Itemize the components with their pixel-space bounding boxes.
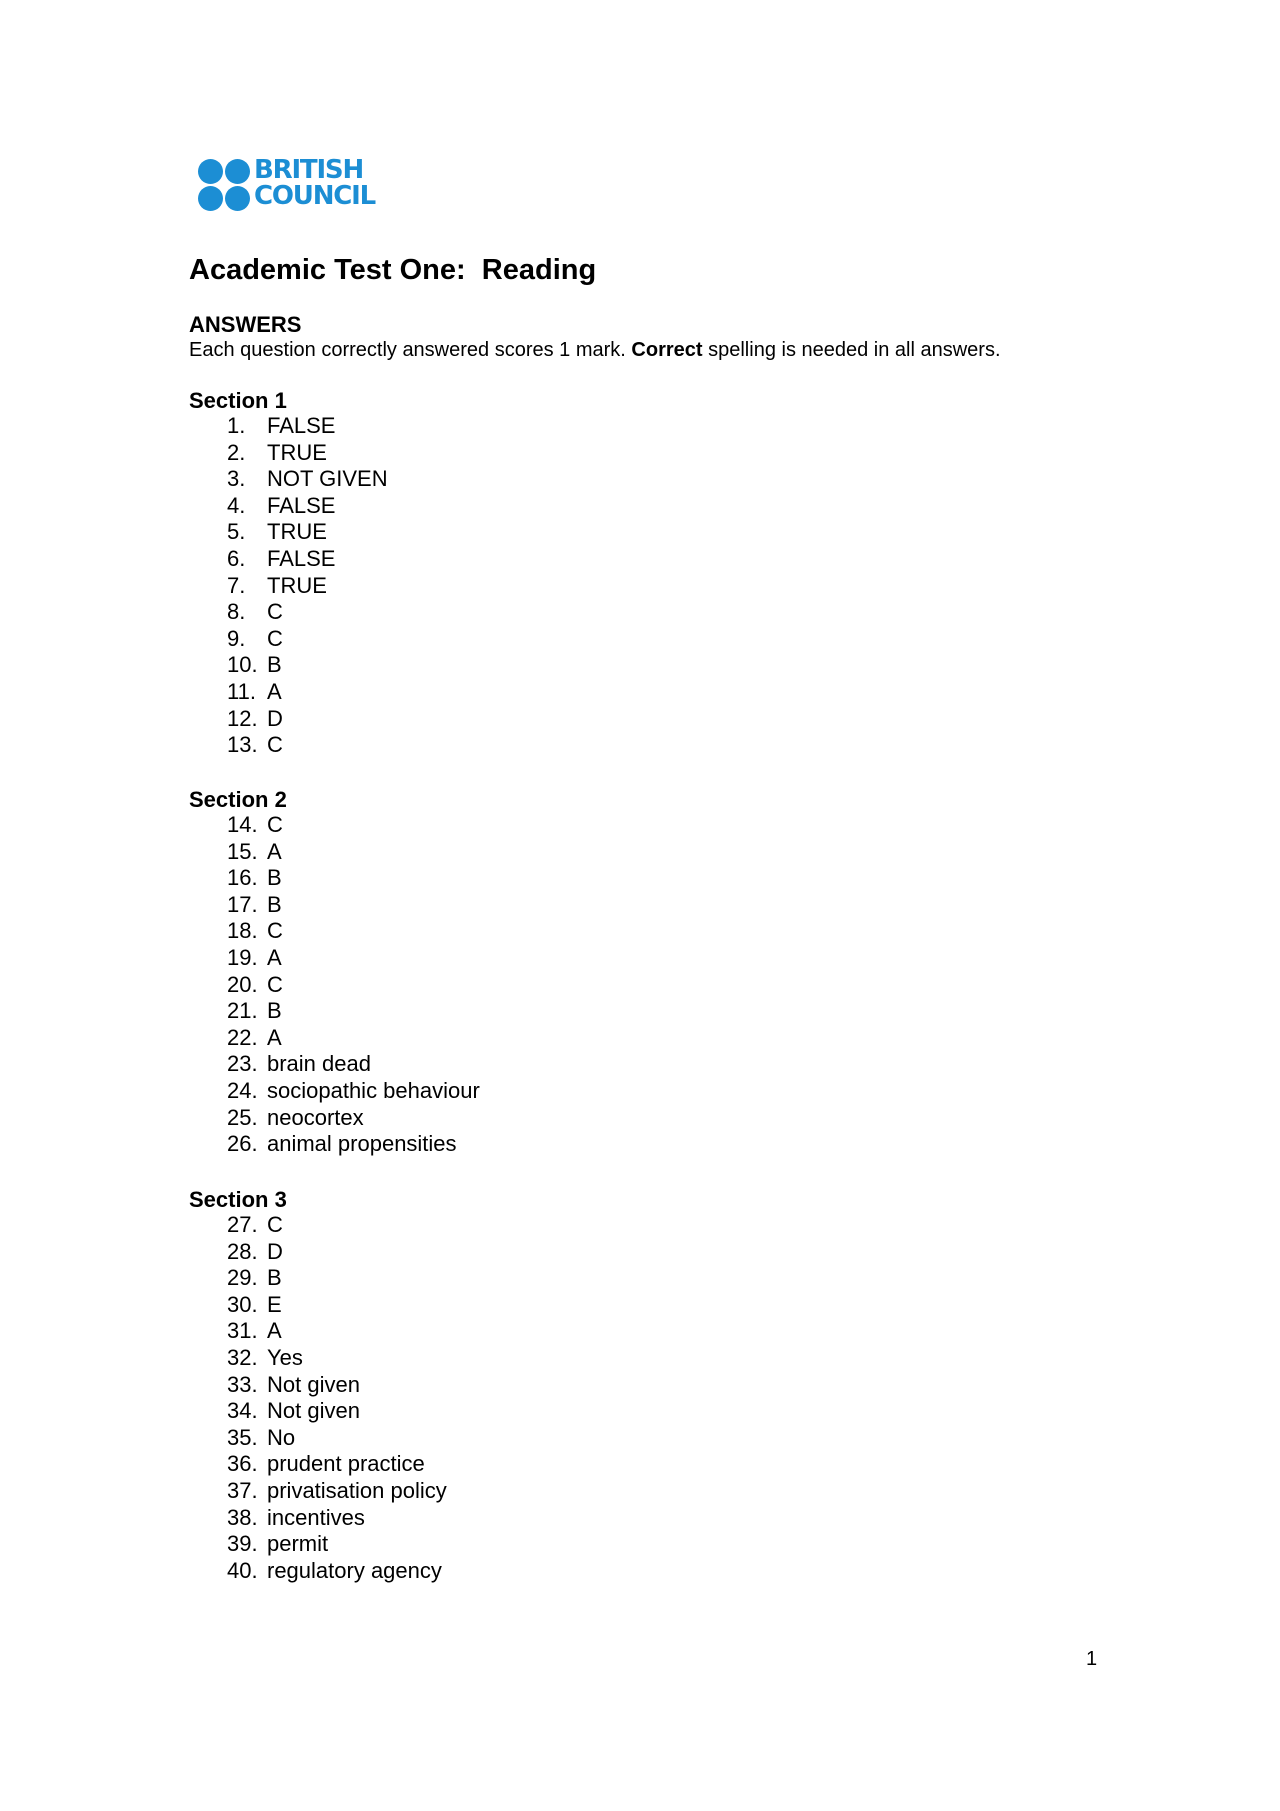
answer-item: 28. D: [227, 1238, 283, 1264]
answer-item: 8. C: [227, 599, 283, 625]
answer-item: 12. D: [227, 705, 283, 731]
answer-item: 21. B: [227, 998, 282, 1024]
logo-wordmark: [254, 157, 375, 209]
logo-line-1: BRITISH: [254, 155, 364, 185]
section-2-heading: Section 2: [189, 787, 287, 812]
answer-item: 29. B: [227, 1265, 282, 1291]
answer-item: 2. TRUE: [227, 439, 327, 465]
answer-item: 27. C: [227, 1212, 283, 1237]
answer-item: 3. NOT GIVEN: [227, 466, 388, 492]
british-council-logo: [196, 157, 386, 213]
answer-item: 32. Yes: [227, 1344, 303, 1370]
answer-item: 5. TRUE: [227, 519, 327, 545]
page-title: Academic Test One: Reading: [189, 254, 597, 286]
answer-item: 30. E: [227, 1291, 282, 1317]
answer-item: 22. A: [227, 1024, 282, 1050]
answer-item: 26. animal propensities: [227, 1131, 457, 1157]
answer-item: 15. A: [227, 838, 282, 864]
answer-item: 25. neocortex: [227, 1104, 364, 1130]
answer-item: 19. A: [227, 944, 282, 970]
instructions-bold: Correct: [631, 339, 703, 361]
section-1-heading: Section 1: [189, 388, 287, 413]
answer-item: 1. FALSE: [227, 413, 336, 438]
logo-dots-icon: [196, 157, 252, 213]
answer-item: 23. brain dead: [227, 1051, 371, 1077]
answer-item: 39. permit: [227, 1531, 329, 1557]
instructions-text: [189, 339, 1001, 362]
section-3-heading: Section 3: [189, 1187, 287, 1212]
answer-item: 7. TRUE: [227, 572, 327, 598]
answer-item: 13. C: [227, 732, 283, 758]
answer-item: 37. privatisation policy: [227, 1477, 447, 1503]
answer-item: 16. B: [227, 865, 282, 891]
answer-item: 9. C: [227, 625, 283, 651]
answer-item: 20. C: [227, 971, 283, 997]
answer-item: 11. A: [227, 678, 282, 704]
answer-item: 10. B: [227, 652, 282, 678]
answers-heading: ANSWERS: [189, 312, 302, 337]
answer-item: 31. A: [227, 1318, 282, 1344]
section-2-answer-list: [227, 812, 480, 1158]
instructions-part-2: spelling is needed in all answers.: [702, 339, 1001, 361]
answer-item: 33. Not given: [227, 1371, 360, 1397]
answer-item: 40. regulatory agency: [227, 1557, 442, 1583]
logo-line-2: COUNCIL: [254, 181, 375, 211]
page-number: 1: [1086, 1648, 1098, 1670]
answer-item: 38. incentives: [227, 1504, 365, 1530]
section-3-answer-list: [227, 1212, 447, 1584]
answer-item: 35. No: [227, 1424, 296, 1450]
instructions-part-1: Each question correctly answered scores 1 mark.: [189, 339, 632, 361]
answer-item: 34. Not given: [227, 1398, 360, 1424]
answer-item: 14. C: [227, 812, 283, 837]
answer-item: 17. B: [227, 891, 282, 917]
answer-item: 6. FALSE: [227, 545, 336, 571]
answer-item: 24. sociopathic behaviour: [227, 1077, 480, 1103]
answer-item: 18. C: [227, 918, 283, 944]
section-1-answer-list: [227, 413, 388, 759]
answer-item: 4. FALSE: [227, 492, 336, 518]
answer-item: 36. prudent practice: [227, 1451, 425, 1477]
